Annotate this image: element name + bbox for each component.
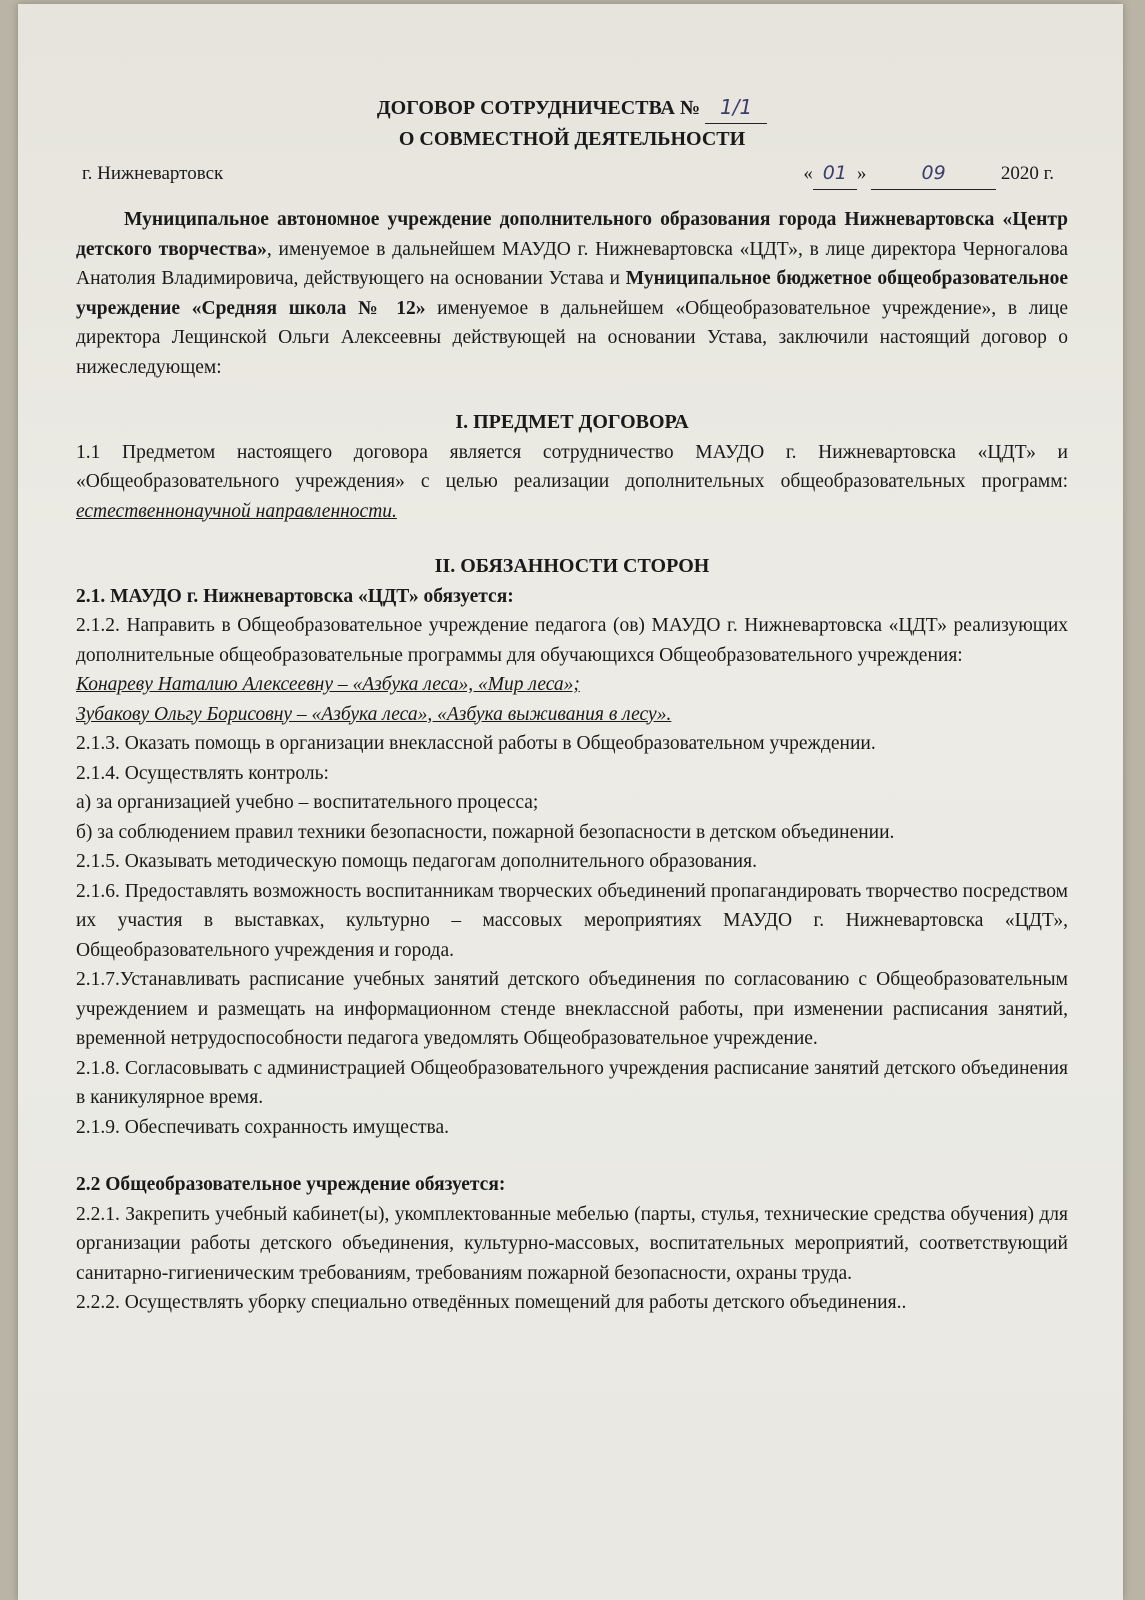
teacher-1: Конареву Наталию Алексеевну – «Азбука леса», «Мир леса»; <box>76 674 580 695</box>
clause-2-2-1: 2.2.1. Закрепить учебный кабинет(ы), укомплектованные мебелью (парты, стулья, технические средства обучения) для организации работы детского объединения, культурно-массовых, воспитательных мероприятий, соответствующий санитарно-гигиеническим требованиям, требованиям пожарной безопасности, охраны труда. <box>76 1203 1068 1284</box>
section-2-heading: II. ОБЯЗАННОСТИ СТОРОН <box>434 555 710 577</box>
clause-2-2-2: 2.2.2. Осуществлять уборку специально отведённых помещений для работы детского объединения.. <box>76 1292 907 1313</box>
party-1-name: Муниципальное автономное учреждение дополнительного образования города Нижневартовска «Центр детского творчества» <box>76 209 1068 260</box>
party-2-name: Муниципальное бюджетное общеобразовательное учреждение «Средняя школа № 12» <box>76 268 1068 319</box>
clause-1-1-text: 1.1 Предметом настоящего договора является сотрудничество МАУДО г. Нижневартовска «ЦДТ» и «Общеобразовательного учреждения» с целью реализации дополнительных общеобразовательных программ: <box>76 441 1068 492</box>
date-day: 01 <box>813 159 857 190</box>
clause-2-1-4-a: а) за организацией учебно – воспитательного процесса; <box>76 792 539 813</box>
clause-1-1-direction: естественнонаучной направленности. <box>76 500 397 522</box>
clause-2-1-8: 2.1.8. Согласовывать с администрацией Общеобразовательного учреждения расписание занятий детского объединения в каникулярное время. <box>76 1057 1068 1108</box>
clause-2-1-4-b: б) за соблюдением правил техники безопасности, пожарной безопасности в детском объединении. <box>76 821 895 843</box>
section-1-heading: I. ПРЕДМЕТ ДОГОВОРА <box>455 411 689 433</box>
contract-number: 1/1 <box>705 92 767 124</box>
intro-paragraph <box>76 205 1068 382</box>
document-subtitle: О СОВМЕСТНОЙ ДЕЯТЕЛЬНОСТИ <box>398 128 746 150</box>
document-title <box>76 92 1068 124</box>
clause-2-1-6: 2.1.6. Предоставлять возможность воспитанникам творческих объединений пропагандировать творчество посредством их участия в выставках, культурно – массовых мероприятиях МАУДО г. Нижневартовска «ЦДТ», Общеобразовательного учреждения и города. <box>76 880 1068 961</box>
place-date-row <box>76 159 1068 193</box>
intro-text-1: , именуемое в дальнейшем МАУДО г. Нижневартовска «ЦДТ», в лице директора Черногалова Анатолия Владимировича, действующего на основании Устава и <box>76 238 1068 289</box>
clause-2-1-2: 2.1.2. Направить в Общеобразовательное учреждение педагога (ов) МАУДО г. Нижневартовска «ЦДТ» реализующих дополнительные общеобразовательные программы для обучающихся Общеобразовательного учреждения: <box>76 615 1068 666</box>
intro-text-2: именуемое в дальнейшем «Общеобразовательное учреждение», в лице директора Лещинской Ольги Алексеевны действующей на основании Устава, заключили настоящий договор о нижеследующем: <box>76 297 1069 378</box>
clause-2-1-4: 2.1.4. Осуществлять контроль: <box>76 762 329 784</box>
date-month: 09 <box>871 159 996 190</box>
clause-2-1-5: 2.1.5. Оказывать методическую помощь педагогам дополнительного образования. <box>76 851 757 872</box>
subsection-2-1-heading: 2.1. МАУДО г. Нижневартовска «ЦДТ» обязуется: <box>76 585 514 607</box>
clause-2-1-9: 2.1.9. Обеспечивать сохранность имущества. <box>76 1116 449 1138</box>
contract-date: « 01 » 09 2020 г. <box>803 159 1054 190</box>
subsection-2-2-heading: 2.2 Общеобразовательное учреждение обязуется: <box>76 1174 506 1195</box>
document-body <box>76 92 1068 1318</box>
title-line-1: ДОГОВОР СОТРУДНИЧЕСТВА № <box>376 97 701 119</box>
city: г. Нижневартовск <box>82 163 224 184</box>
document-sheet <box>18 4 1123 1600</box>
clause-2-1-7: 2.1.7.Устанавливать расписание учебных занятий детского объединения по согласованию с Общеобразовательным учреждением и размещать на информационном стенде внеклассной работы, при изменении расписания занятий, временной нетрудоспособности педагога уведомлять Общеобразовательное учреждение. <box>76 969 1068 1049</box>
teacher-2: Зубакову Ольгу Борисовну – «Азбука леса», «Азбука выживания в лесу». <box>76 703 672 725</box>
date-year: 2020 г. <box>1000 163 1054 184</box>
clause-1-1 <box>76 438 1068 527</box>
clause-2-1-3: 2.1.3. Оказать помощь в организации внеклассной работы в Общеобразовательном учреждении. <box>76 733 876 754</box>
